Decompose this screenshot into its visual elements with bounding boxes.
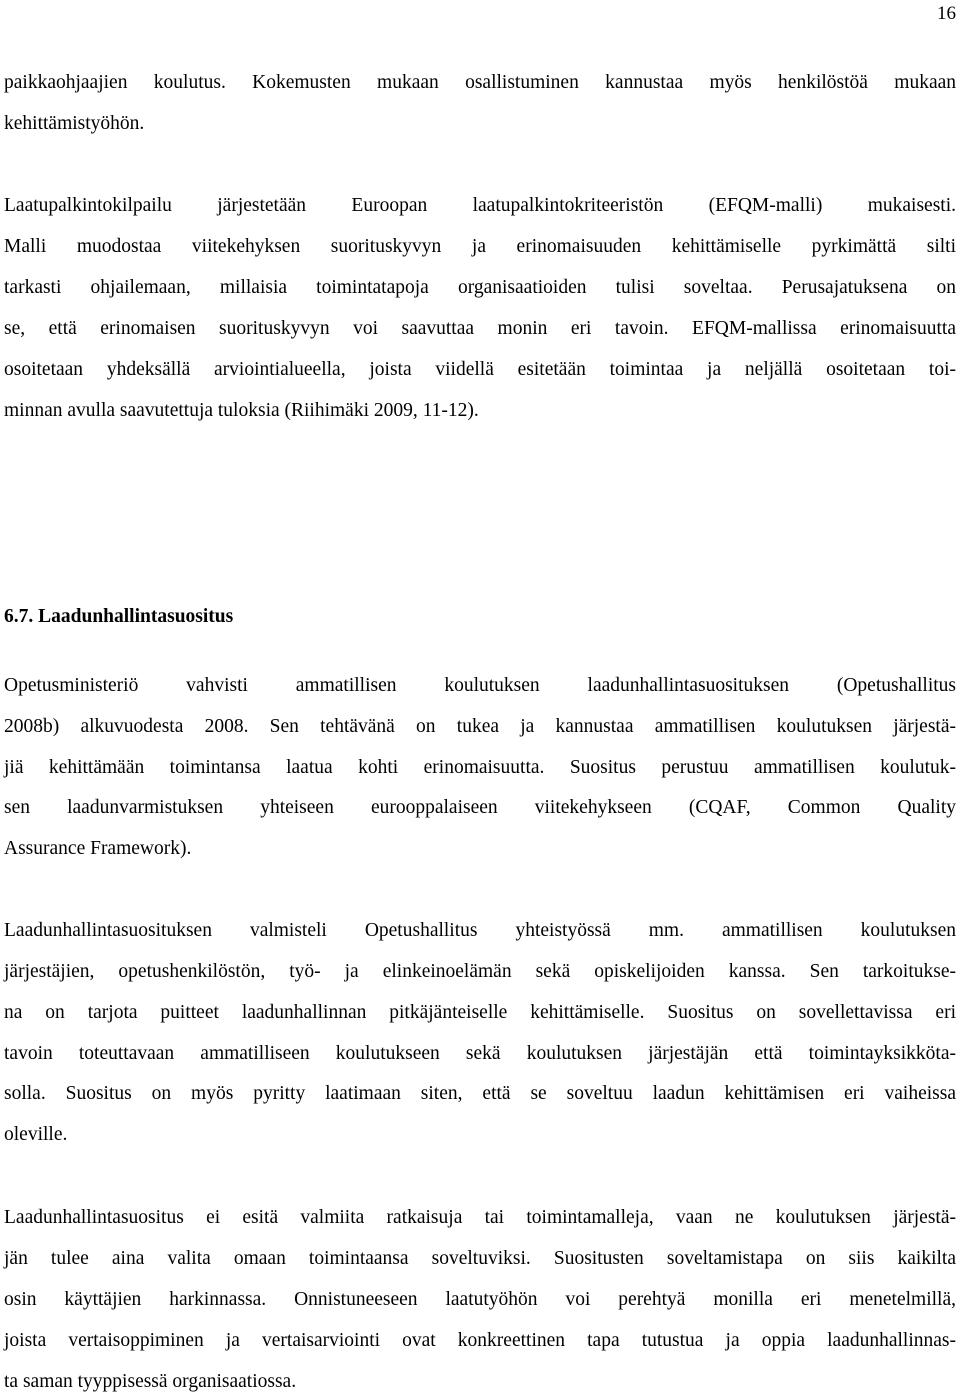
text-line: minnan avulla saavutettuja tuloksia (Riihimäki 2009, 11-12). bbox=[4, 400, 479, 421]
text-line: tavoin toteuttavaan ammatilliseen koulutukseen sekä koulutuksen järjestäjän että toimintayksikkötа- bbox=[4, 1043, 956, 1064]
text-line: joista vertaisoppiminen ja vertaisarviointi ovat konkreettinen tapa tutustua ja oppia laadunhallinnas- bbox=[4, 1330, 956, 1351]
text-line: Assurance Framework). bbox=[4, 838, 192, 859]
text-line: kehittämistyöhön. bbox=[4, 113, 145, 134]
text-line: 2008b) alkuvuodesta 2008. Sen tehtävänä on tukea ja kannustaa ammatillisen koulutuksen järjestä- bbox=[4, 716, 956, 737]
text-line: sen laadunvarmistuksen yhteiseen eurooppalaiseen viitekehykseen (CQAF, Common Quality bbox=[4, 797, 956, 818]
text-line: jän tulee aina valita omaan toimintaansa soveltuviksi. Suositusten soveltamistapa on siis kaikilta bbox=[4, 1248, 956, 1269]
text-line: osoitetaan yhdeksällä arviointialueella, joista viidellä esitetään toimintaa ja neljällä osoitetaan toi- bbox=[4, 359, 956, 380]
text-line: Laadunhallintasuositus ei esitä valmiita ratkaisuja tai toimintamalleja, vaan ne koulutuksen järjestä- bbox=[4, 1207, 956, 1228]
section-heading: 6.7. Laadunhallintasuositus bbox=[4, 606, 234, 627]
text-line: se, että erinomaisen suorituskyvyn voi saavuttaa monin eri tavoin. EFQM-mallissa erinomaisuutta bbox=[4, 318, 956, 339]
text-line: osin käyttäjien harkinnassa. Onnistuneeseen laatutyöhön voi perehtyä monilla eri menetelmillä, bbox=[4, 1289, 956, 1310]
text-line: na on tarjota puitteet laadunhallinnan pitkäjänteiselle kehittämiselle. Suositus on sovellettavissa eri bbox=[4, 1002, 956, 1023]
text-line: jiä kehittämään toimintansa laatua kohti erinomaisuutta. Suositus perustuu ammatillisen koulutuk- bbox=[4, 757, 956, 778]
text-line: Malli muodostaa viitekehyksen suorituskyvyn ja erinomaisuuden kehittämiselle pyrkimättä silti bbox=[4, 236, 956, 257]
text-line: Laatupalkintokilpailu järjestetään Euroopan laatupalkintokriteeristön (EFQM-malli) mukaisesti. bbox=[4, 195, 956, 216]
page-number: 16 bbox=[937, 3, 956, 24]
text-line: oleville. bbox=[4, 1124, 68, 1145]
text-line: järjestäjien, opetushenkilöstön, työ- ja elinkeinoelämän sekä opiskelijoiden kanssa. Sen tarkoitukse- bbox=[4, 961, 956, 982]
text-line: tarkasti ohjailemaan, millaisia toimintatapoja organisaatioiden tulisi soveltaa. Perusajatuksena on bbox=[4, 277, 956, 298]
text-line: Opetusministeriö vahvisti ammatillisen koulutuksen laadunhallintasuosituksen (Opetushallitus bbox=[4, 675, 956, 696]
text-line: solla. Suositus on myös pyritty laatimaan siten, että se soveltuu laadun kehittämisen eri vaiheissa bbox=[4, 1083, 956, 1104]
text-line: Laadunhallintasuosituksen valmisteli Opetushallitus yhteistyössä mm. ammatillisen koulutuksen bbox=[4, 920, 956, 941]
text-line: paikkaohjaajien koulutus. Kokemusten mukaan osallistuminen kannustaa myös henkilöstöä mukaan bbox=[4, 72, 956, 93]
text-line: ta saman tyyppisessä organisaatiossa. bbox=[4, 1371, 297, 1392]
